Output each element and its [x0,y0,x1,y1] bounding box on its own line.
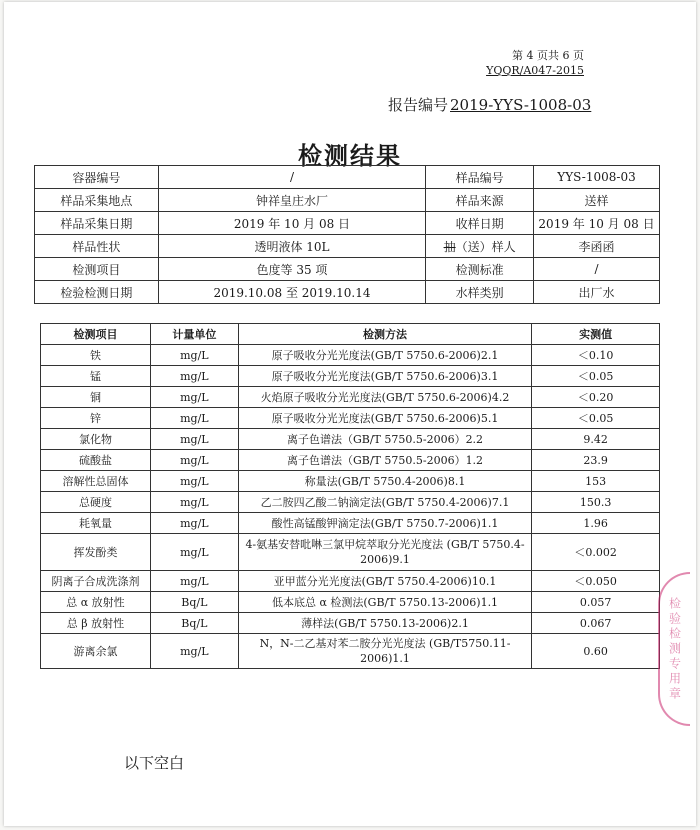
item-name: 总 α 放射性 [41,592,151,613]
measured-value: ＜0.050 [532,571,660,592]
info-row [35,166,660,189]
method: 火焰原子吸收分光光度法(GB/T 5750.6-2006)4.2 [238,387,531,408]
unit: mg/L [150,366,238,387]
item-name: 溶解性总固体 [41,471,151,492]
item-name: 耗氧量 [41,513,151,534]
page-number: 第 4 页共 6 页 [512,49,584,62]
info-row [35,281,660,304]
table-row [41,387,660,408]
item-name: 氯化物 [41,429,151,450]
sample-info-table [34,165,660,304]
info-label: 样品来源 [426,189,534,212]
method: 酸性高锰酸钾滴定法(GB/T 5750.7-2006)1.1 [238,513,531,534]
info-row [35,212,660,235]
info-value: YYS-1008-03 [534,166,660,189]
info-row [35,258,660,281]
measured-value: ＜0.05 [532,366,660,387]
measured-value: ＜0.05 [532,408,660,429]
table-row [41,345,660,366]
info-label: 检验检测日期 [35,281,159,304]
item-name: 锰 [41,366,151,387]
info-label: 样品采集日期 [35,212,159,235]
info-value: 透明液体 10L [158,235,425,258]
info-value: 李函函 [534,235,660,258]
measured-value: 150.3 [532,492,660,513]
table-row [41,492,660,513]
info-value: / [158,166,425,189]
blank-note: 以下空白 [124,754,185,772]
method: 原子吸收分光光度法(GB/T 5750.6-2006)5.1 [238,408,531,429]
method: 亚甲蓝分光光度法(GB/T 5750.4-2006)10.1 [238,571,531,592]
column-header: 检测项目 [41,324,151,345]
table-row [41,571,660,592]
item-name: 总硬度 [41,492,151,513]
measured-value: 0.057 [532,592,660,613]
column-header: 实测值 [532,324,660,345]
info-label: 样品性状 [35,235,159,258]
table-row [41,450,660,471]
unit: mg/L [150,513,238,534]
info-row [35,235,660,258]
item-name: 游离余氯 [41,634,151,669]
info-value: 2019 年 10 月 08 日 [158,212,425,235]
unit: mg/L [150,450,238,471]
info-label [426,235,534,258]
measured-value: 0.067 [532,613,660,634]
report-page [4,2,696,826]
info-label-text: （送）样人 [455,239,516,254]
table-row [41,534,660,571]
item-name: 硫酸盐 [41,450,151,471]
table-row [41,613,660,634]
method: 原子吸收分光光度法(GB/T 5750.6-2006)2.1 [238,345,531,366]
unit: mg/L [150,345,238,366]
info-value: 2019 年 10 月 08 日 [534,212,660,235]
unit: mg/L [150,429,238,450]
table-row [41,429,660,450]
table-row [41,634,660,669]
report-number-value: 2019-YYS-1008-03 [450,96,592,114]
unit: mg/L [150,408,238,429]
info-value: 出厂水 [534,281,660,304]
unit: mg/L [150,634,238,669]
info-label: 收样日期 [426,212,534,235]
measured-value: 153 [532,471,660,492]
page-title: 检测结果 [298,141,402,170]
method: 4-氨基安替吡啉三氯甲烷萃取分光光度法 (GB/T 5750.4-2006)9.1 [238,534,531,571]
info-row [35,189,660,212]
item-name: 锌 [41,408,151,429]
report-number [388,94,591,115]
unit: Bq/L [150,613,238,634]
item-name: 挥发酚类 [41,534,151,571]
info-value: 2019.10.08 至 2019.10.14 [158,281,425,304]
info-value: 钟祥皇庄水厂 [158,189,425,212]
measured-value: ＜0.20 [532,387,660,408]
method: 原子吸收分光光度法(GB/T 5750.6-2006)3.1 [238,366,531,387]
item-name: 总 β 放射性 [41,613,151,634]
results-table [40,323,660,669]
column-header: 检测方法 [238,324,531,345]
info-value: 送样 [534,189,660,212]
info-label: 检测标准 [426,258,534,281]
unit: mg/L [150,387,238,408]
info-value: 色度等 35 项 [158,258,425,281]
doc-code: YQQR/A047-2015 [486,64,584,77]
item-name: 铁 [41,345,151,366]
struck-char: 抽 [443,239,456,254]
method: 薄样法(GB/T 5750.13-2006)2.1 [238,613,531,634]
method: N，N-二乙基对苯二胺分光光度法 (GB/T5750.11-2006)1.1 [238,634,531,669]
info-label: 容器编号 [35,166,159,189]
info-label: 水样类别 [426,281,534,304]
unit: mg/L [150,471,238,492]
unit: mg/L [150,571,238,592]
info-label: 样品采集地点 [35,189,159,212]
unit: mg/L [150,492,238,513]
results-header-row [41,324,660,345]
seal-stamp: 检验检测专用章 [658,572,690,726]
info-label: 检测项目 [35,258,159,281]
measured-value: ＜0.002 [532,534,660,571]
method: 离子色谱法（GB/T 5750.5-2006）1.2 [238,450,531,471]
method: 称量法(GB/T 5750.4-2006)8.1 [238,471,531,492]
unit: mg/L [150,534,238,571]
item-name: 铜 [41,387,151,408]
report-number-label: 报告编号 [388,96,449,114]
table-row [41,592,660,613]
table-row [41,408,660,429]
column-header: 计量单位 [150,324,238,345]
info-label: 样品编号 [426,166,534,189]
table-row [41,366,660,387]
item-name: 阴离子合成洗涤剂 [41,571,151,592]
measured-value: 0.60 [532,634,660,669]
unit: Bq/L [150,592,238,613]
table-row [41,513,660,534]
measured-value: ＜0.10 [532,345,660,366]
measured-value: 1.96 [532,513,660,534]
method: 低本底总 α 检测法(GB/T 5750.13-2006)1.1 [238,592,531,613]
measured-value: 9.42 [532,429,660,450]
method: 乙二胺四乙酸二钠滴定法(GB/T 5750.4-2006)7.1 [238,492,531,513]
info-value: / [534,258,660,281]
page-info-block [486,48,584,78]
measured-value: 23.9 [532,450,660,471]
table-row [41,471,660,492]
method: 离子色谱法（GB/T 5750.5-2006）2.2 [238,429,531,450]
